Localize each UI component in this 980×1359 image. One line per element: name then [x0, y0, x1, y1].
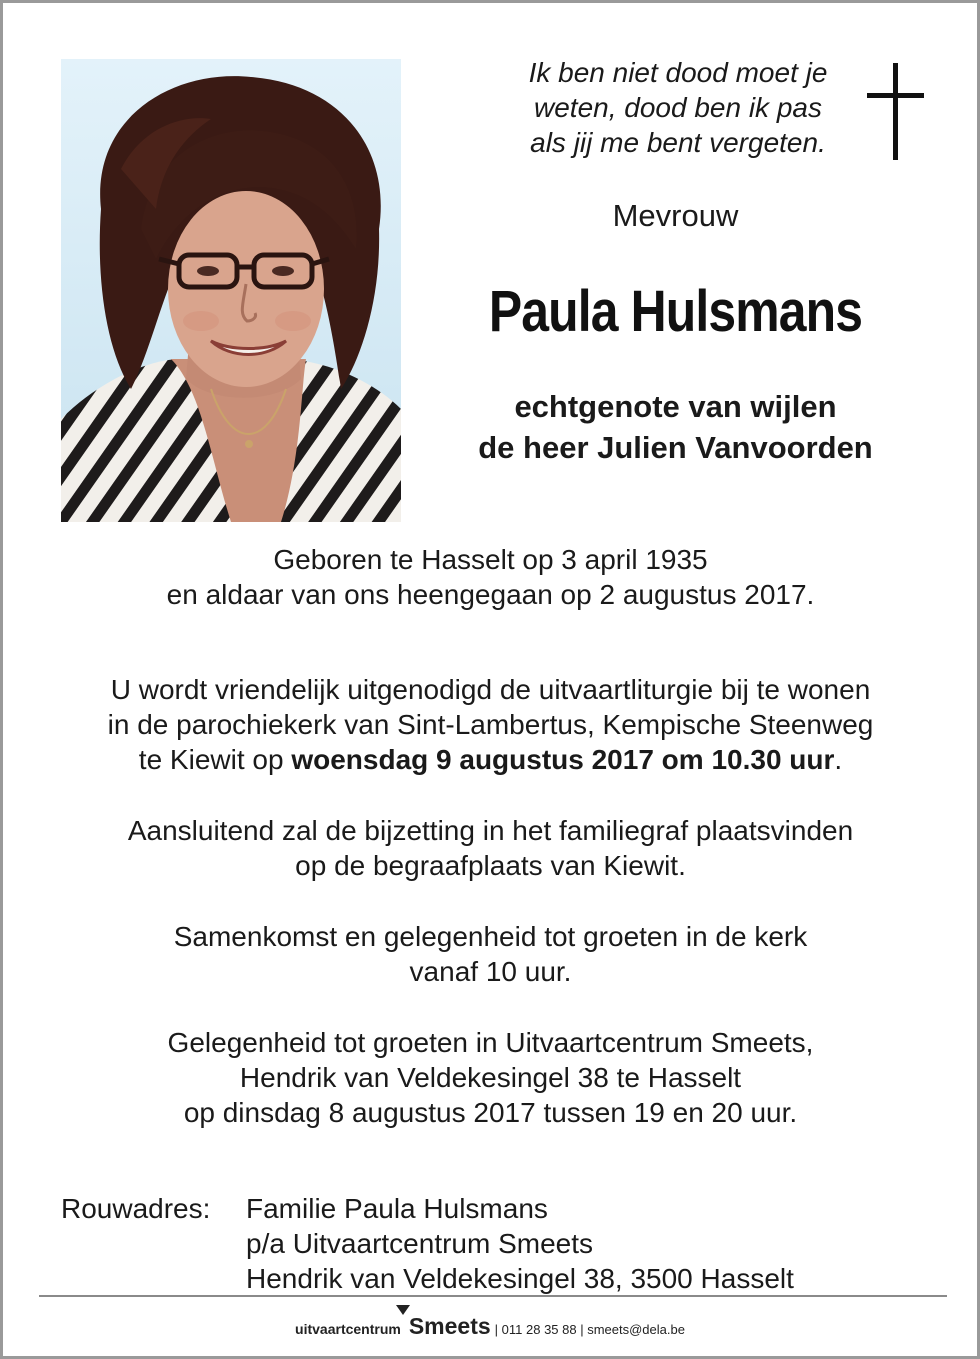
funeral-home-footer [3, 1313, 977, 1340]
footer-divider [39, 1295, 947, 1297]
funeral-line: in de parochiekerk van Sint-Lambertus, Kempische Steenweg [107, 709, 874, 740]
spouse-line: echtgenote van wijlen [514, 389, 837, 424]
poem-line: als jij me bent vergeten. [530, 127, 826, 158]
honorific: Mevrouw [612, 198, 739, 233]
footer-brand: uitvaartcentrum [295, 1321, 401, 1337]
poem [418, 55, 938, 160]
funeral-datetime: woensdag 9 augustus 2017 om 10.30 uur [291, 744, 835, 775]
footer-company-name: Smeets [408, 1313, 491, 1339]
address-row [61, 1226, 794, 1261]
birth-death-paragraph [33, 542, 948, 612]
address-line: p/a Uitvaartcentrum Smeets [246, 1228, 594, 1259]
address-indent [61, 1261, 246, 1296]
funeral-line: U wordt vriendelijk uitgenodigd de uitvaartliturgie bij te wonen [110, 674, 871, 705]
address-indent [61, 1226, 246, 1261]
cross-icon [861, 63, 931, 168]
mourning-address [61, 1191, 794, 1296]
address-row [61, 1191, 794, 1226]
funeral-line-prefix: te Kiewit op [138, 744, 292, 775]
gathering-paragraph [33, 919, 948, 989]
portrait-illustration [61, 59, 401, 522]
funeral-line-suffix: . [834, 744, 843, 775]
footer-contact: | 011 28 35 88 | smeets@dela.be [494, 1322, 685, 1337]
spouse-text [403, 386, 948, 468]
funeral-paragraph [33, 672, 948, 777]
burial-line: op de begraafplaats van Kiewit. [295, 850, 686, 881]
viewing-line: op dinsdag 8 augustus 2017 tussen 19 en 20 uur. [183, 1097, 798, 1128]
address-line: Hendrik van Veldekesingel 38, 3500 Hasselt [246, 1263, 794, 1294]
gathering-line: Samenkomst en gelegenheid tot groeten in de kerk [173, 921, 808, 952]
viewing-line: Gelegenheid tot groeten in Uitvaartcentrum Smeets, [167, 1027, 814, 1058]
viewing-paragraph [33, 1025, 948, 1130]
gathering-line: vanaf 10 uur. [409, 956, 572, 987]
birth-line: Geboren te Hasselt op 3 april 1935 [273, 544, 708, 575]
address-line: Familie Paula Hulsmans [246, 1193, 548, 1224]
poem-line: Ik ben niet dood moet je [528, 57, 828, 88]
funeral-line [33, 742, 948, 777]
burial-paragraph [33, 813, 948, 883]
poem-line: weten, dood ben ik pas [534, 92, 822, 123]
spouse-line: de heer Julien Vanvoorden [478, 430, 873, 465]
portrait-photo [61, 59, 401, 522]
viewing-line: Hendrik van Veldekesingel 38 te Hasselt [239, 1062, 742, 1093]
death-line: en aldaar van ons heengegaan op 2 augustus 2017. [166, 579, 815, 610]
burial-line: Aansluitend zal de bijzetting in het familiegraf plaatsvinden [127, 815, 854, 846]
address-row [61, 1261, 794, 1296]
deceased-name: Paula Hulsmans [488, 279, 863, 344]
address-label: Rouwadres: [61, 1193, 211, 1224]
